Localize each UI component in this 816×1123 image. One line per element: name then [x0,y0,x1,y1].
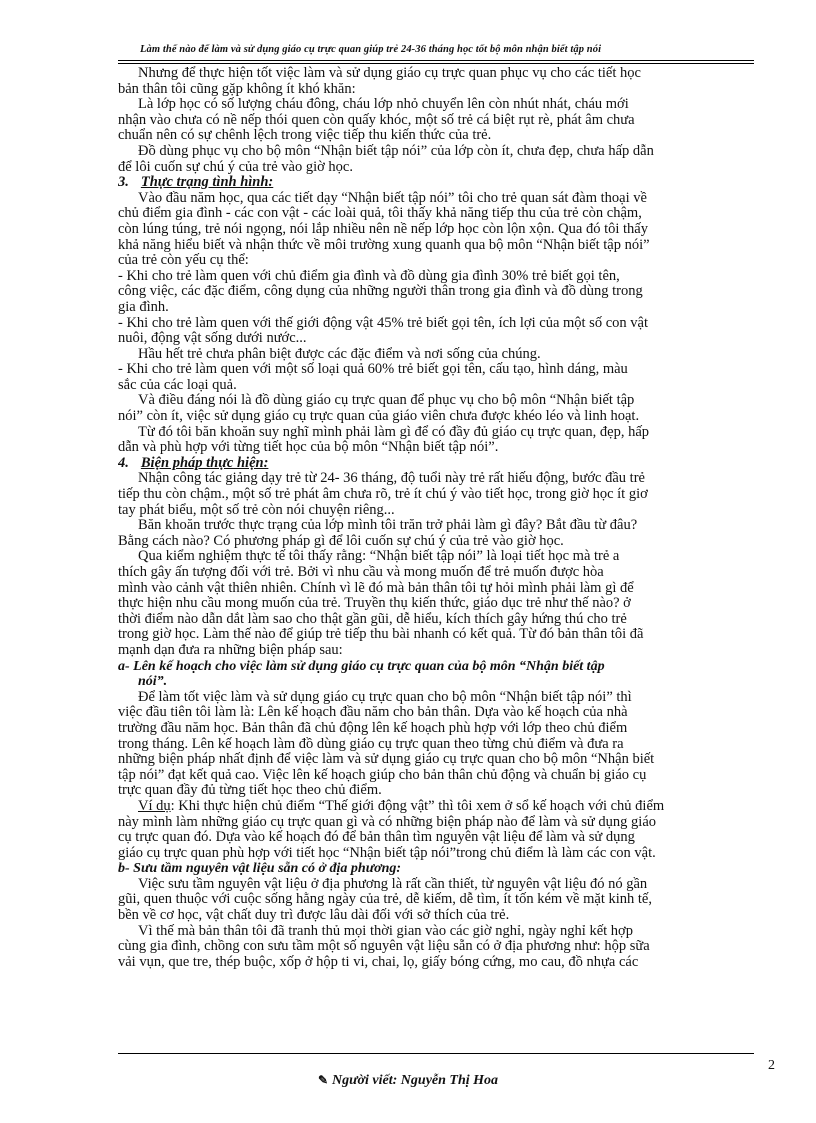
header-rule [118,60,754,61]
body-text-line: Đồ dùng phục vụ cho bộ môn “Nhận biết tập nói” của lớp còn ít, chưa đẹp, chưa hấp dẫn [138,143,654,159]
subsection-heading: nói”. [138,674,168,690]
footer-rule [118,1053,754,1054]
body-text-line: trường đầu năm học. Bản thân đã chủ động lên kế hoạch phù hợp với lớp theo chủ điểm [118,720,628,736]
document-body [118,66,782,970]
footer-author [0,1073,816,1089]
body-text-line: Vì thế mà bản thân tôi đã tranh thủ mọi thời gian vào các giờ nghỉ, ngày nghỉ kết hợp [138,923,633,939]
body-text-line: - Khi cho trẻ làm quen với chủ điểm gia đình và đồ dùng gia đình 30% trẻ biết gọi tên, [118,268,620,284]
body-text-line: thực hiện nhu cầu mong muốn của trẻ. Truyền thụ kiến thức, giáo dục trẻ như thế nào? ở [118,596,631,612]
body-text-line: Vào đầu năm học, qua các tiết dạy “Nhận biết tập nói” tôi cho trẻ quan sát đàm thoại về [138,190,647,206]
body-text-line: Từ đó tôi băn khoăn suy nghĩ mình phải làm gì để có đầy đủ giáo cụ trực quan, đẹp, hấp [138,424,650,440]
body-text-line: Để làm tốt việc làm và sử dụng giáo cụ trực quan cho bộ môn “Nhận biết tập nói” thì [138,689,632,705]
section-heading [118,175,782,191]
body-text-line: giáo cụ trực quan phù hợp với tiết học “Nhận biết tập nói”trong chủ điểm là làm các con vật. [118,845,656,861]
body-text-line: này mình làm những giáo cụ trực quan gì và có những biện pháp nào để làm và sử dụng giáo [118,814,657,830]
section-heading-text: Biện pháp thực hiện: [140,455,269,471]
body-text-line: mình vào cảnh vật thiên nhiên. Chính vì lẽ đó mà bản thân tôi tự hỏi mình phải làm gì để [118,580,634,596]
body-text-line: sắc của các loại quả. [118,377,237,393]
body-text-line: thích gây ấn tượng đối với trẻ. Bởi vì nhu cầu và mong muốn để trẻ muốn được hòa [118,565,604,580]
pen-icon: ✎ [317,1073,329,1087]
body-text-line: tập nói” đạt kết quả cao. Việc lên kế hoạch giúp cho bản thân chủ động và chuẩn bị giáo cụ [118,767,647,783]
body-text-line: bền về cơ học, vật chất duy trì được lâu dài đối với sở thích của trẻ. [118,908,510,924]
section-number: 3. [118,175,129,191]
body-text-line: tiếp thu còn chậm., một số trẻ phát âm chưa rõ, trẻ ít chú ý vào tiết học, trong giờ học ít giơ [118,487,648,503]
example-label: Ví dụ [138,798,171,814]
body-text-line: trong giờ học. Làm thế nào để giúp trẻ tiếp thu bài nhanh có kết quả. Từ đó bản thân tôi đã [118,627,644,643]
body-text-line: cụ trực quan đó. Dựa vào kế hoạch đó để bản thân tìm nguyên vật liệu để làm và sử dụng [118,830,635,846]
body-text-line: nhận vào chưa có nề nếp thói quen còn quấy khóc, một số trẻ cá biệt rụt rè, phát âm chưa [118,112,635,128]
example-text: : Khi thực hiện chủ điểm “Thế giới động vật” thì tôi xem ở sổ kế hoạch với chủ điểm [170,798,665,814]
example-paragraph [118,799,782,815]
body-text-line: khả năng hiểu biết và nhận thức về môi trường xung quanh qua bộ môn “Nhận biết tập nói” [118,237,650,253]
body-text-line: chuẩn nên có sự chênh lệch trong việc tiếp thu kiến thức của trẻ. [118,128,492,144]
section-heading [118,456,782,472]
body-text-line: Là lớp học có số lượng cháu đông, cháu lớp nhỏ chuyển lên còn nhút nhát, cháu mới [138,97,629,113]
body-text-line: gũi, quen thuộc với cuộc sống hằng ngày của trẻ, dễ kiếm, dễ tìm, ít tốn kém về mặt kinh tế, [118,892,652,908]
body-text-line: trong tháng. Lên kế hoạch làm đồ dùng giáo cụ trực quan theo từng chủ điểm và đưa ra [118,736,624,752]
body-text-line: để lôi cuốn sự chú ý của trẻ vào giờ học. [118,159,353,175]
body-text-line: gia đình. [118,299,169,315]
body-text-line: còn lúng túng, trẻ nói ngọng, nói lắp nhiều nên nề nếp lớp học còn lộn xộn. Qua đó tôi thấy [118,221,648,237]
body-text-line: - Khi cho trẻ làm quen với một số loại quả 60% trẻ biết gọi tên, cấu tạo, hình dáng, màu [118,362,628,378]
body-text-line: Hầu hết trẻ chưa phân biệt được các đặc điểm và nơi sống của chúng. [138,346,541,362]
body-text-line: tay phát biểu, một số trẻ còn nói chuyện riêng... [118,502,395,518]
body-text-line: Việc sưu tầm nguyên vật liệu ở địa phương là rất cần thiết, từ nguyên vật liệu đó nó gần [138,876,648,892]
subsection-heading: a- Lên kế hoạch cho việc làm sử dụng giáo cụ trực quan của bộ môn “Nhận biết tập [118,658,605,674]
body-text-line: bản thân tôi cũng gặp không ít khó khăn: [118,81,356,97]
page-header-title: Làm thế nào để làm và sử dụng giáo cụ trực quan giúp trẻ 24-36 tháng học tốt bộ môn nhận biết tập nói [140,44,602,55]
section-heading-text: Thực trạng tình hình: [140,175,274,191]
body-text-line: Băn khoăn trước thực trạng của lớp mình tôi trăn trở phải làm gì đây? Bắt đầu từ đâu? [138,518,638,534]
footer-author-text: Người viết: Nguyễn Thị Hoa [332,1073,499,1088]
header-rule-double [118,63,754,64]
body-text-line: vải vụn, que tre, thép buộc, xốp ở hộp ti vi, chai, lọ, giấy bóng cứng, mo cau, đồ nhựa các [118,954,639,970]
body-text-line: Qua kiểm nghiệm thực tế tôi thấy rằng: “Nhận biết tập nói” là loại tiết học mà trẻ a [138,549,620,565]
body-text-line: cùng gia đình, chồng con sưu tầm một số nguyên vật liệu sẵn có ở địa phương như: hộp sữa [118,939,650,955]
body-text-line: việc đầu tiên tôi làm là: Lên kế hoạch đầu năm cho bản thân. Dựa vào kế hoạch của nhà [118,705,628,721]
body-text-line: chủ điểm gia đình - các con vật - các loài quả, tôi thấy khả năng tiếp thu của trẻ còn chậm, [118,206,642,222]
body-text-line: Bằng cách nào? Có phương pháp gì để lôi cuốn sự chú ý của trẻ vào giờ học. [118,533,564,549]
body-text-line: thời điểm nào dẫn dắt làm sao cho thật gần gũi, dễ hiểu, kích thích gây hứng thú cho trẻ [118,611,627,627]
body-text-line: Nhận công tác giảng dạy trẻ từ 24- 36 tháng, độ tuổi này trẻ rất hiếu động, bước đầu trẻ [138,471,645,487]
body-text-line: nói” còn ít, việc sử dụng giáo cụ trực quan của giáo viên chưa được khéo léo và linh hoạt. [118,409,640,425]
page-number: 2 [768,1058,775,1073]
body-text-line: Nhưng để thực hiện tốt việc làm và sử dụng giáo cụ trực quan phục vụ cho các tiết học [138,66,641,81]
body-text-line: Và điều đáng nói là đồ dùng giáo cụ trực quan để phục vụ cho bộ môn “Nhận biết tập [138,393,635,409]
body-text-line: của trẻ còn yếu cụ thể: [118,253,249,269]
section-number: 4. [118,455,129,471]
body-text-line: những biện pháp nhất định để việc làm và sử dụng giáo cụ trực quan cho bộ môn “Nhận biết [118,752,655,768]
body-text-line: trực quan đầy đủ từng tiết học theo chủ điểm. [118,783,382,799]
body-text-line: mạnh dạn đưa ra những biện pháp sau: [118,642,343,658]
subsection-heading: b- Sưu tầm nguyên vật liệu sẵn có ở địa phương: [118,861,402,877]
body-text-line: - Khi cho trẻ làm quen với thế giới động vật 45% trẻ biết gọi tên, ích lợi của một số con vật [118,315,648,331]
body-text-line: nuôi, động vật sống dưới nước... [118,331,307,347]
body-text-line: công việc, các đặc điểm, công dụng của những người thân trong gia đình và đồ dùng trong [118,284,643,300]
body-text-line: dẫn và phù hợp với từng tiết học của bộ môn “Nhận biết tập nói”. [118,440,499,456]
